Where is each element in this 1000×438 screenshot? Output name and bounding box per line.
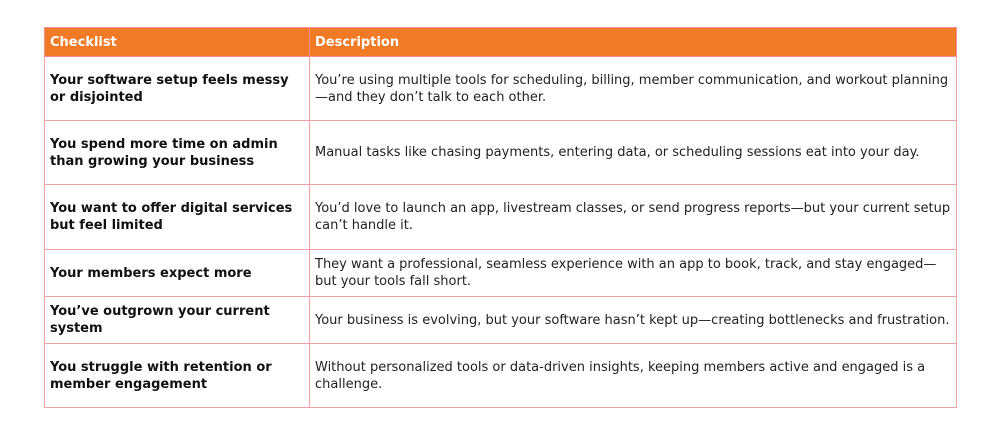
checklist-item: Your software setup feels messy or disjointed [45, 57, 310, 121]
checklist-description: You’re using multiple tools for scheduling, billing, member communication, and workout planning—and they don’t talk to each other. [310, 57, 957, 121]
table-row [45, 344, 957, 408]
checklist-item: Your members expect more [45, 250, 310, 297]
table-row [45, 250, 957, 297]
checklist-table [44, 27, 957, 408]
checklist-item: You spend more time on admin than growing your business [45, 121, 310, 185]
checklist-item: You’ve outgrown your current system [45, 297, 310, 344]
table-row [45, 57, 957, 121]
checklist-table-container [44, 27, 956, 408]
column-header-description: Description [310, 28, 957, 57]
checklist-description: Without personalized tools or data-driven insights, keeping members active and engaged is a challenge. [310, 344, 957, 408]
table-row [45, 185, 957, 250]
column-header-checklist: Checklist [45, 28, 310, 57]
checklist-description: Manual tasks like chasing payments, entering data, or scheduling sessions eat into your day. [310, 121, 957, 185]
table-row [45, 121, 957, 185]
checklist-description: You’d love to launch an app, livestream classes, or send progress reports—but your current setup can’t handle it. [310, 185, 957, 250]
table-header-row [45, 28, 957, 57]
checklist-item: You want to offer digital services but feel limited [45, 185, 310, 250]
table-row [45, 297, 957, 344]
checklist-description: They want a professional, seamless experience with an app to book, track, and stay engaged—but your tools fall short. [310, 250, 957, 297]
checklist-description: Your business is evolving, but your software hasn’t kept up—creating bottlenecks and frustration. [310, 297, 957, 344]
checklist-item: You struggle with retention or member engagement [45, 344, 310, 408]
